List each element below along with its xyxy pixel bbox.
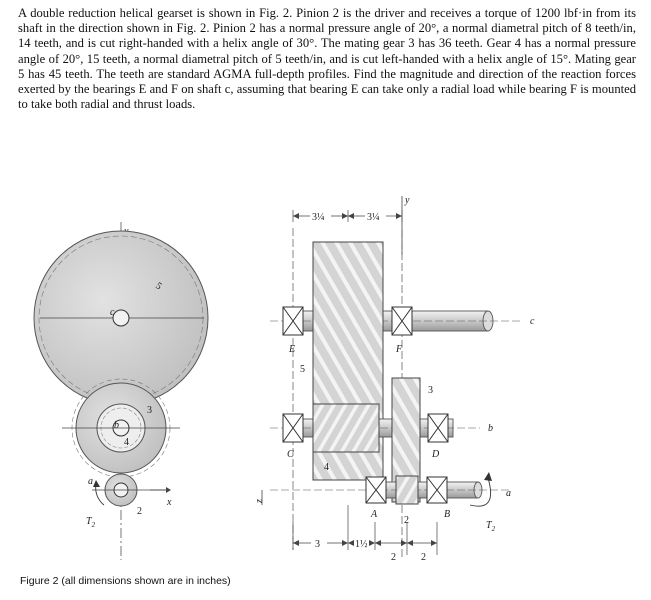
dim-top-1: 3¼	[312, 212, 325, 223]
side-view	[254, 195, 535, 563]
shaft-c-end	[113, 310, 129, 326]
bearing-F-label: F	[396, 344, 403, 355]
figure-caption: Figure 2 (all dimensions shown are in inches)	[20, 575, 231, 587]
side-gear2-label: 2	[404, 515, 409, 526]
dim-bot-4: 2	[421, 552, 426, 563]
side-gear5-label: 5	[300, 364, 305, 375]
end-x-label: x	[167, 497, 172, 508]
side-y-label: y	[405, 195, 410, 206]
dim-bot-3: 2	[391, 552, 396, 563]
bearing-C-label: C	[287, 449, 294, 460]
side-gear4-label: 4	[324, 462, 329, 473]
end-torque-arrow	[96, 484, 104, 505]
end-gear2-label: 2	[137, 506, 142, 517]
side-a-label: a	[506, 488, 511, 499]
bearing-A-label: A	[371, 509, 378, 520]
bearing-E-label: E	[289, 344, 296, 355]
gear-2-side	[396, 476, 418, 504]
side-torque-label: $T_2$	[486, 520, 496, 533]
problem-statement: A double reduction helical gearset is shown in Fig. 2. Pinion 2 is the driver and receives a torque of 1200 lbf·in from its shaft in the direction shown in Fig. 2. Pinion 2 has a normal pressure angle of 20°, a normal diametral pitch of 8 teeth/in, 14 teeth, and is cut right-handed with a helix angle of 30°. The mating gear 3 has 36 teeth. Gear 4 has a normal pressure angle of 20°, 15 teeth, a normal diametral pitch of 5 teeth/in, and is cut left-handed with a helix angle of 15°. Mating gear 5 has 45 teeth. The teeth are standard AGMA full-depth profiles. Find the magnitude and direction of the reaction forces exerted by the bearings E and F on shaft c, assuming that bearing E can take only a radial load while bearing F is mounted to take both radial and thrust loads.	[18, 6, 636, 112]
side-z-label: z	[254, 499, 265, 503]
end-torque-label: $T_2$	[86, 516, 96, 529]
bearing-B-label: B	[444, 509, 451, 520]
gear-4-side	[313, 404, 379, 452]
dim-bot-1: 3	[315, 539, 320, 550]
end-a-label: a	[88, 476, 93, 487]
end-gear3-label: 3	[147, 405, 152, 416]
dim-top-2: 3¼	[367, 212, 380, 223]
dim-bot-2: 1½	[355, 539, 368, 550]
end-gear4-label: 4	[124, 437, 129, 448]
side-gear3-label: 3	[428, 385, 433, 396]
end-c-label: c	[110, 307, 115, 318]
end-gear5-label: 5	[153, 280, 164, 293]
side-c-label: c	[530, 316, 535, 327]
end-b-label: b	[114, 420, 119, 431]
end-view	[34, 222, 208, 560]
side-b-label: b	[488, 423, 493, 434]
bearing-D-label: D	[432, 449, 440, 460]
